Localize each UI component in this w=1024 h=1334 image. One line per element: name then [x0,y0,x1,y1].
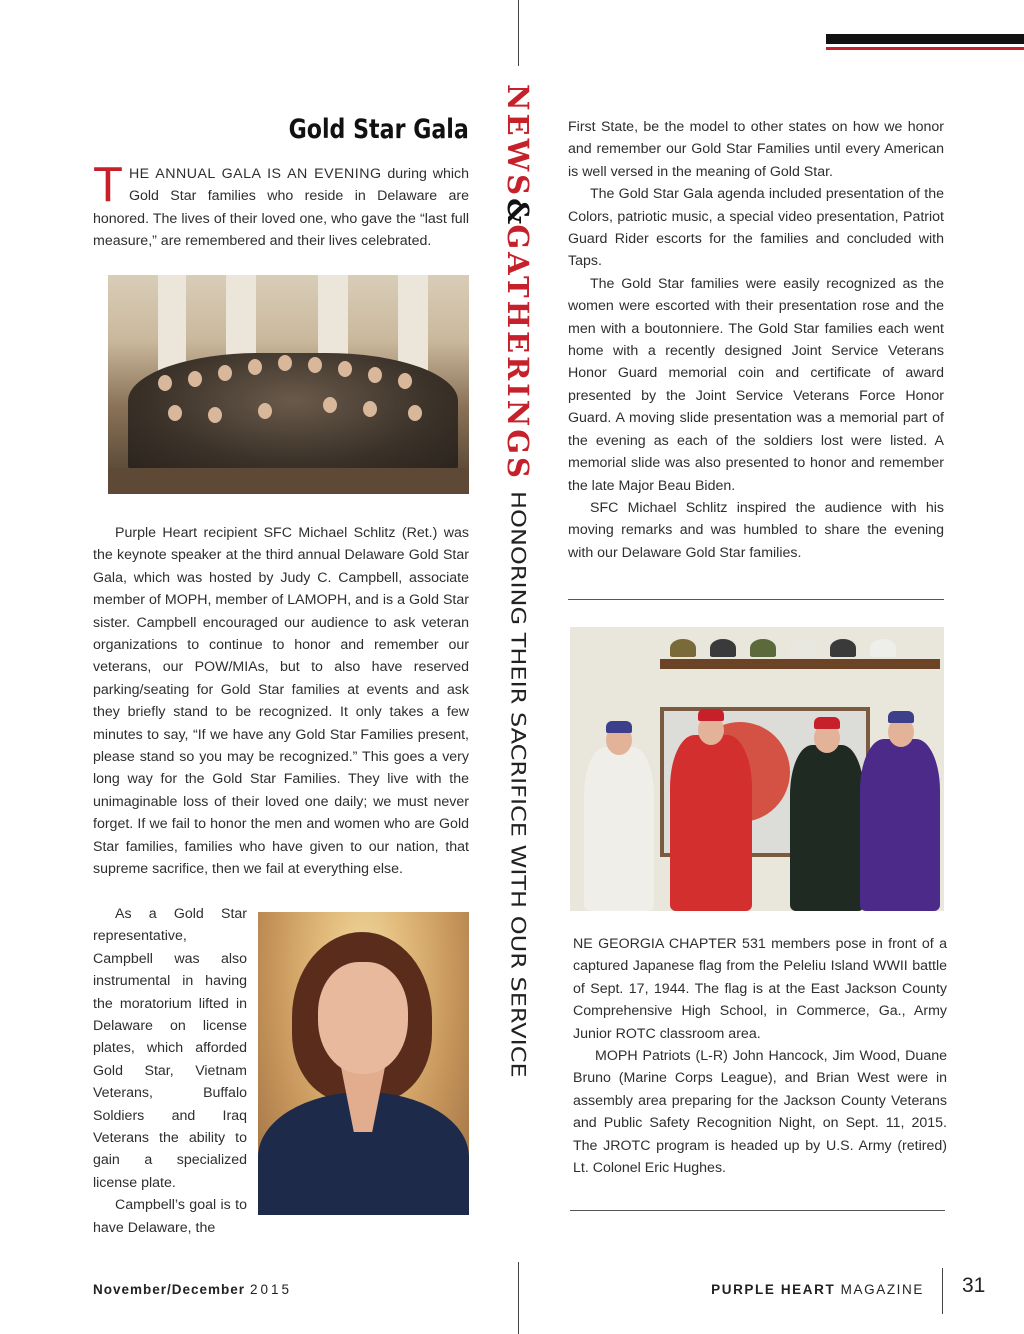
column-divider-top [518,0,519,66]
section-news: NEWS [501,84,535,199]
article-keynote [93,522,469,881]
caption-rule-top [568,599,944,600]
article-right-column [568,116,944,564]
footer-issue [93,1282,292,1297]
intro-text: during which Gold Star families who reside in Delaware are honored. The lives of their loved one, who gave the “last full measure,” are remembered and their lives celebrated. [93,166,469,250]
right-paragraph-4: SFC Michael Schlitz inspired the audience with his moving remarks and was humbled to share the evening with our Delaware Gold Star families. [568,499,944,561]
narrow-paragraph-2: Campbell’s goal is to have Delaware, the [93,1197,247,1236]
intro-lead-caps: HE ANNUAL GALA IS AN EVENING [128,166,382,182]
header-rule-red [826,47,1024,50]
photo-caption [573,933,947,1179]
footer-magazine-name: PURPLE HEART [711,1282,836,1297]
article-intro [93,158,469,253]
footer-issue-year: 2015 [250,1282,293,1297]
section-ampersand: & [501,198,535,225]
keynote-paragraph: Purple Heart recipient SFC Michael Schlitz (Ret.) was the keynote speaker at the third annual Delaware Gold Star Gala, which was hosted by Judy C. Campbell, associate member of MOPH, member of LAMOPH, and is a Gold Star sister. Campbell encouraged our audience to ask veteran organizations to continue to honor and remember our veterans, our POW/MIAs, but to also have reserved parking/seating for Gold Star families at events and ask they briefly stand to be recognized. It only takes a few minutes to say, “If we have any Gold Star Families present, please stand so you may be recognized.” This goes a very long way for the Gold Star Families. They live with the unimaginable loss of their loved one daily; we must never forget. If we fail to honor the men and women who are Gold Star families, families who have given to our nation, that supreme sacrifice, then we fail at everything else. [93,525,469,878]
right-paragraph-3: The Gold Star families were easily recognized as the women were escorted with their presentation rose and the men with a boutonniere. The Gold Star families each went home with a recently designed Joint Service Veterans Honor Guard memorial coin and certificate of award presented by the Joint Service Veterans Force Honor Guard. A moving slide presentation was a memorial part of the evening as each of the soldiers lost were listed. A memorial slide was also presented to honor and remember the late Major Beau Biden. [568,275,944,494]
page-number: 31 [962,1274,986,1297]
article-narrow-column [93,903,247,1239]
footer-magazine [711,1282,924,1297]
caption-paragraph-1: NE GEORGIA CHAPTER 531 members pose in front of a captured Japanese flag from the Peleliu Island WWII battle of Sept. 17, 1944. The flag is at the East Jackson County Comprehensive High School, in Commerce, Ga., Army Junior ROTC classroom area. [573,936,947,1042]
footer-issue-month: November/December [93,1282,246,1297]
section-gatherings: GATHERINGS [501,224,535,481]
campbell-portrait-photo [258,912,469,1215]
caption-paragraph-2: MOPH Patriots (L-R) John Hancock, Jim Wood, Duane Bruno (Marine Corps League), and Brian West were in assembly area preparing for the Jackson County Veterans and Public Safety Recognition Night, on Sept. 11, 2015. The JROTC program is headed up by U.S. Army (retired) Lt. Colonel Eric Hughes. [573,1048,947,1177]
footer-magazine-suffix: MAGAZINE [835,1282,924,1297]
gala-group-photo [108,275,469,494]
drop-cap: T [93,158,123,212]
section-banner [500,84,536,1078]
right-paragraph-2: The Gold Star Gala agenda included presentation of the Colors, patriotic music, a special video presentation, Patriot Guard Rider escorts for the families and concluded with Taps. [568,186,944,270]
narrow-paragraph-1: As a Gold Star representative, Campbell was also instrumental in having the moratorium lifted in Delaware on license plates, which afforded Gold Star, Vietnam Veterans, Buffalo Soldiers and Iraq Veterans the ability to gain a specialized license plate. [93,906,247,1191]
article-title: Gold Star Gala [288,114,469,145]
section-subtitle: HONORING THEIR SACRIFICE WITH OUR SERVICE [506,491,530,1079]
chapter-531-group-photo [570,627,944,911]
footer-separator [942,1268,943,1314]
caption-rule-bottom [570,1210,945,1211]
right-paragraph-1: First State, be the model to other states on how we honor and remember our Gold Star Families until every American is well versed in the meaning of Gold Star. [568,119,944,180]
header-rule-black [826,34,1024,44]
column-divider-bottom [518,1262,519,1334]
